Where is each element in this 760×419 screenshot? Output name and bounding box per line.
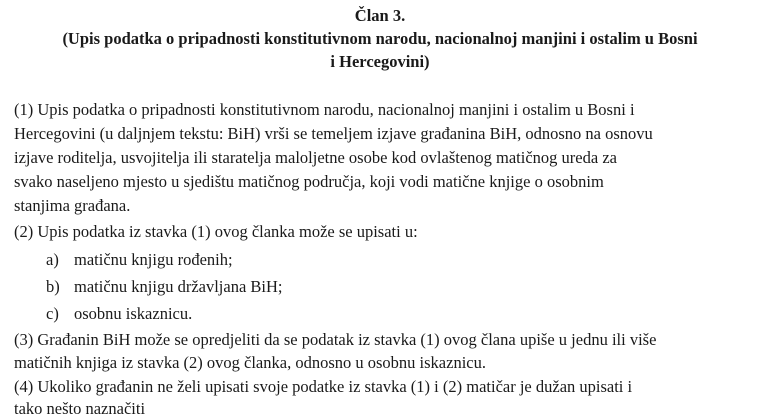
list-marker: c) <box>46 304 59 323</box>
paragraph-4-line-1: (4) Ukoliko građanin ne želi upisati svoje podatke iz stavka (1) i (2) matičar je dužan upisati i <box>14 377 633 396</box>
paragraph-4-line-2: tako nešto naznačiti <box>14 399 146 418</box>
paragraph-1-line-5: stanjima građana. <box>14 196 131 215</box>
list-marker: a) <box>46 250 59 269</box>
list-text: osobnu iskaznicu. <box>74 304 193 323</box>
list-text: matičnu knjigu državljana BiH; <box>74 277 283 296</box>
article-subtitle-line-1: (Upis podatka o pripadnosti konstitutivnom narodu, nacionalnoj manjini i ostalim u Bosni <box>62 29 698 48</box>
paragraph-1-line-3: izjave roditelja, usvojitelja ili staratelja maloljetne osobe kod ovlaštenog matičnog ureda za <box>14 148 617 167</box>
paragraph-3-line-2: matičnih knjiga iz stavka (2) ovog članka, odnosno u osobnu iskaznicu. <box>14 353 486 372</box>
paragraph-3-line-1: (3) Građanin BiH može se opredjeliti da se podatak iz stavka (1) ovog člana upiše u jednu ili više <box>14 330 657 349</box>
list-marker: b) <box>46 277 60 296</box>
list-text: matičnu knjigu rođenih; <box>74 250 233 269</box>
paragraph-1-line-4: svako naseljeno mjesto u sjedištu matičnog područja, koji vodi matične knjige o osobnim <box>14 172 604 191</box>
article-subtitle-line-2: i Hercegovini) <box>330 52 430 71</box>
paragraph-2: (2) Upis podatka iz stavka (1) ovog članka može se upisati u: <box>14 222 418 241</box>
article-title: Član 3. <box>354 6 406 25</box>
paragraph-1-line-2: Hercegovini (u daljnjem tekstu: BiH) vrši se temeljem izjave građanina BiH, odnosno na osnovu <box>14 124 653 143</box>
paragraph-1-line-1: (1) Upis podatka o pripadnosti konstitutivnom narodu, nacionalnoj manjini i ostalim u Bosni i <box>14 100 635 119</box>
